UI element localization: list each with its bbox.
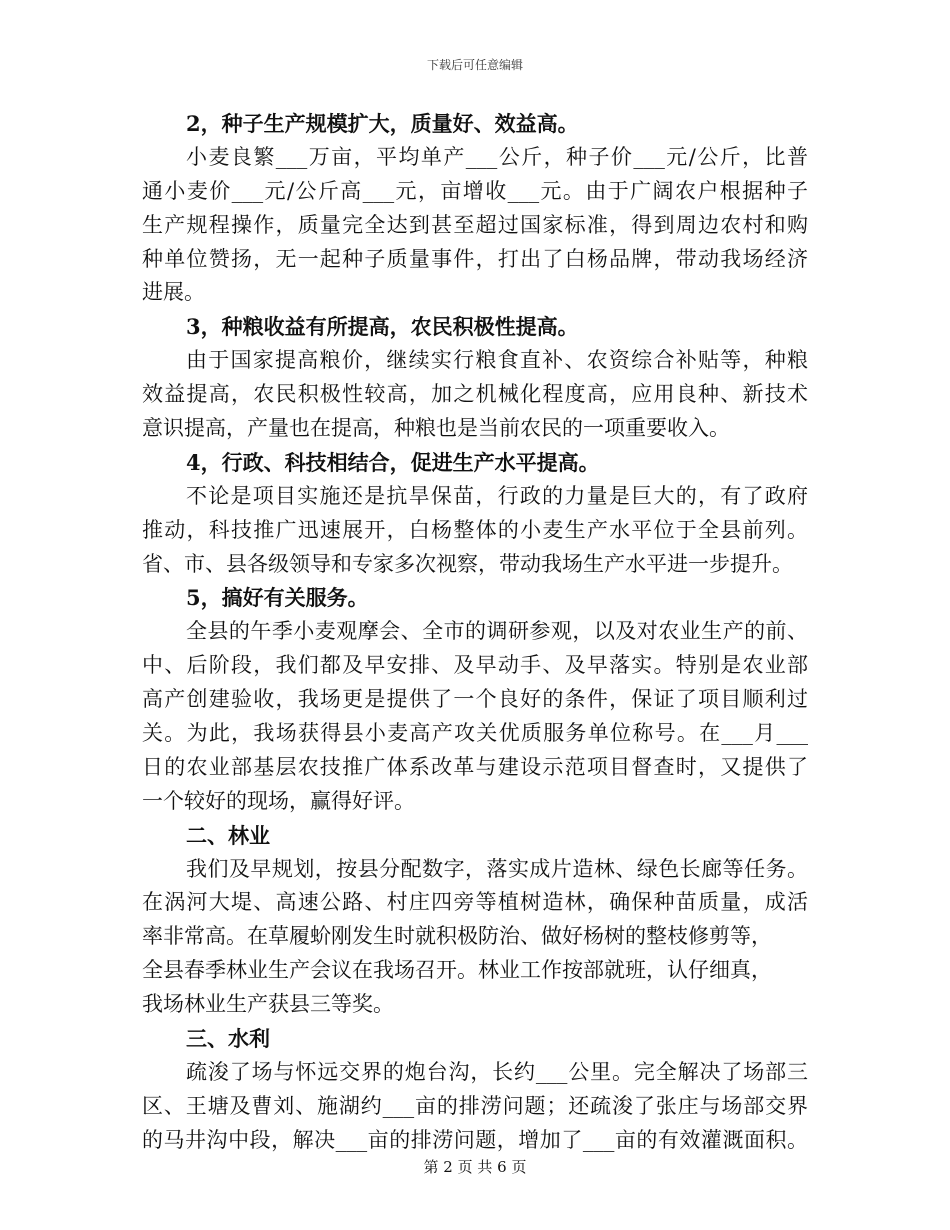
paragraph-line: 推动，科技推广迅速展开，白杨整体的小麦生产水平位于全县前列。 [142,517,808,542]
paragraph-line: 疏浚了场与怀远交界的炮台沟，长约___公里。完全解决了场部三 [186,1059,808,1084]
paragraph-line: 的马井沟中段，解决___亩的排涝问题，增加了___亩的有效灌溉面积。 [142,1127,808,1152]
paragraph-line: 高产创建验收，我场更是提供了一个良好的条件，保证了项目顺利过 [142,687,808,712]
paragraph-line: 在涡河大堤、高速公路、村庄四旁等植树造林，确保种苗质量，成活 [142,890,808,915]
section-heading: 3，种粮收益有所提高，农民积极性提高。 [186,314,579,340]
paragraph-line: 效益提高，农民积极性较高，加之机械化程度高，应用良种、新技术 [142,382,808,407]
paragraph-line: 通小麦价___元/公斤高___元，亩增收___元。由于广阔农户根据种子 [142,178,808,203]
paragraph-line: 由于国家提高粮价，继续实行粮食直补、农资综合补贴等，种粮 [186,348,808,373]
section-heading: 2，种子生产规模扩大，质量好、效益高。 [186,111,579,136]
paragraph-line: 中、后阶段，我们都及早安排、及早动手、及早落实。特别是农业部 [142,653,808,678]
section-heading: 5，搞好有关服务。 [186,585,369,611]
paragraph-line: 区、王塘及曹刘、施湖约___亩的排涝问题；还疏浚了张庄与场部交界 [142,1093,808,1118]
paragraph-line: 省、市、县各级领导和专家多次视察，带动我场生产水平进一步提升。 [142,551,793,576]
section-heading: 三、水利 [186,1026,270,1052]
paragraph-line: 率非常高。在草履蚧刚发生时就积极防治、做好杨树的整枝修剪等， [142,924,772,949]
paragraph-line: 种单位赞扬，无一起种子质量事件，打出了白杨品牌，带动我场经济 [142,246,808,271]
section-heading: 二、林业 [186,822,270,848]
page-number: 第 2 页 共 6 页 [423,1158,527,1176]
document-body [142,107,808,1158]
paragraph-line: 不论是项目实施还是抗旱保苗，行政的力量是巨大的，有了政府 [186,483,808,508]
paragraph-line: 意识提高，产量也在提高，种粮也是当前农民的一项重要收入。 [142,416,730,441]
paragraph-line: 全县春季林业生产会议在我场召开。林业工作按部就班，认仔细真， [142,958,772,983]
section-heading: 4，行政、科技相结合，促进生产水平提高。 [186,449,600,475]
paragraph-line: 我们及早规划，按县分配数字，落实成片造林、绿色长廊等任务。 [186,856,808,881]
paragraph-line: 进展。 [142,280,205,305]
paragraph-line: 全县的午季小麦观摩会、全市的调研参观，以及对农业生产的前、 [186,619,808,644]
page-header-note: 下载后可任意编辑 [426,58,523,72]
paragraph-line: 日的农业部基层农技推广体系改革与建设示范项目督查时，又提供了 [142,754,808,779]
paragraph-line: 关。为此，我场获得县小麦高产攻关优质服务单位称号。在___月___ [142,721,808,746]
paragraph-line: 一个较好的现场，赢得好评。 [142,788,415,813]
paragraph-line: 我场林业生产获县三等奖。 [142,992,394,1017]
paragraph-line: 小麦良繁___万亩，平均单产___公斤，种子价___元/公斤，比普 [186,144,808,169]
paragraph-line: 生产规程操作，质量完全达到甚至超过国家标准，得到周边农村和购 [142,212,808,237]
